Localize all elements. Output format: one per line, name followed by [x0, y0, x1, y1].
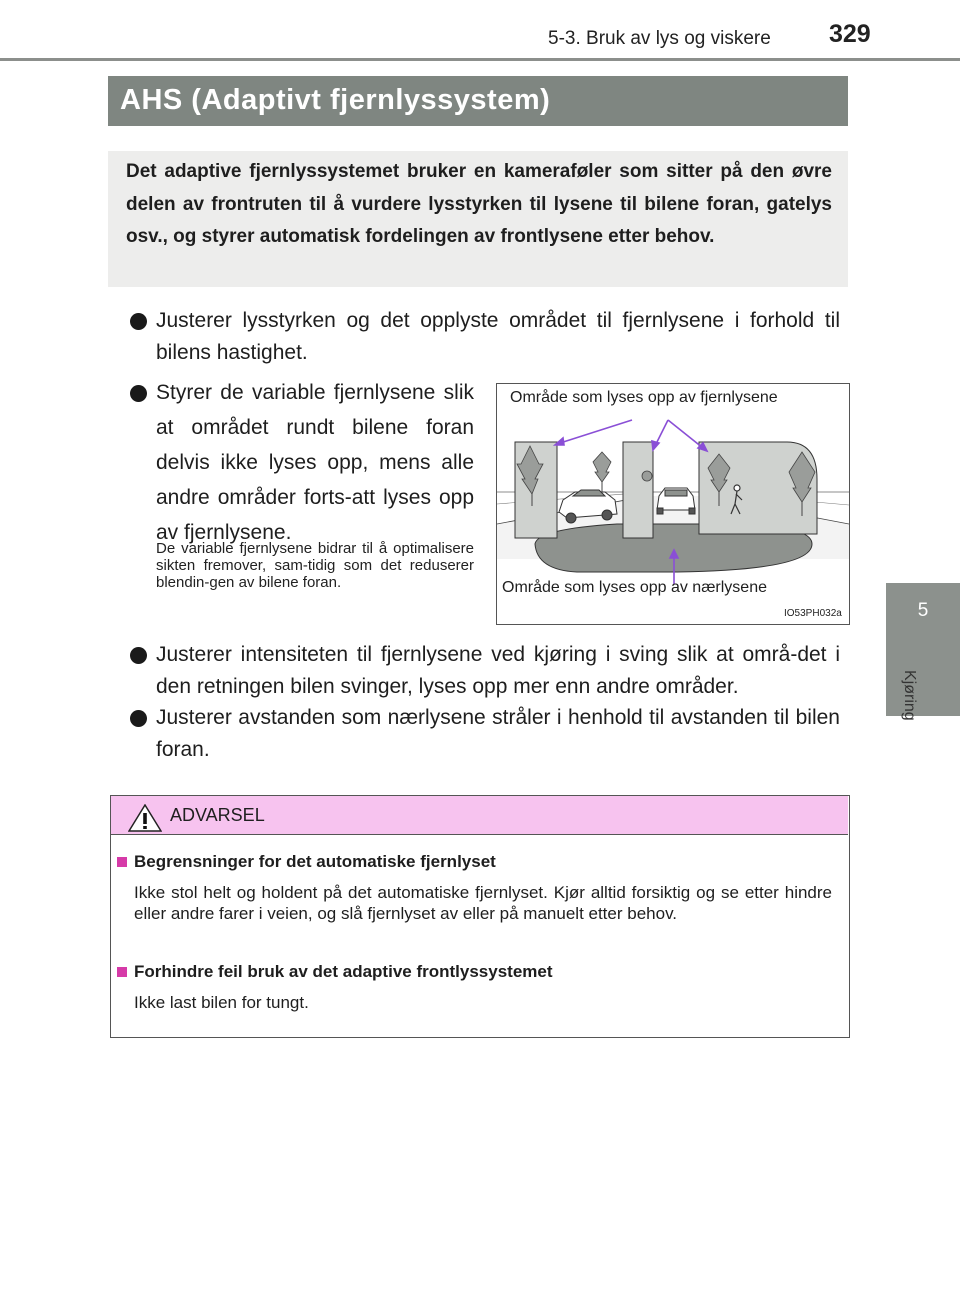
bullet-dot: [130, 710, 147, 727]
bullet-text: Justerer avstanden som nærlysene stråler i henhold til avstanden til bilen foran.: [156, 706, 840, 761]
bullet-dot: [130, 313, 147, 330]
figure-code: IO53PH032a: [784, 608, 842, 619]
bullet-text: Justerer intensiteten til fjernlysene ved kjøring i sving slik at områ-det i den retningen bilen svinger, lyses opp mer enn andre områder.: [156, 643, 840, 698]
adaptive-high-beam-figure: [496, 383, 850, 625]
bullet-dot: [130, 647, 147, 664]
warning-title: ADVARSEL: [170, 805, 265, 825]
bullet-text: Styrer de variable fjernlysene slik at området rundt bilene foran delvis ikke lyses opp, mens alle andre områder forts-att lyses opp av fjernlysene.: [156, 381, 474, 544]
running-header-section: 5-3. Bruk av lys og viskere: [548, 28, 771, 49]
page-number: 329: [829, 20, 871, 48]
square-bullet-icon: [117, 967, 127, 977]
figure-label-high-beam: Område som lyses opp av fjernlysene: [510, 389, 778, 406]
bullet-note: De variable fjernlysene bidrar til å optimalisere sikten fremover, sam-tidig som det reduserer blendin-gen av bilene foran.: [156, 540, 474, 591]
section-title: AHS (Adaptivt fjernlyssystem): [120, 84, 551, 116]
warning-item-heading: Forhindre feil bruk av det adaptive frontlyssystemet: [134, 962, 553, 981]
figure-label-low-beam: Område som lyses opp av nærlysene: [502, 579, 767, 596]
bullet-dot: [130, 385, 147, 402]
bullet-text: Justerer lysstyrken og det opplyste området til fjernlysene i forhold til bilens hastighet.: [156, 309, 840, 364]
square-bullet-icon: [117, 857, 127, 867]
chapter-number: 5: [917, 600, 929, 621]
warning-item-body: Ikke stol helt og holdent på det automatiske fjernlyset. Kjør alltid forsiktig og se etter hindre eller andre farer i veien, og slå fjernlyset av eller på manuelt etter behov.: [134, 883, 832, 923]
warning-icon: [128, 804, 162, 832]
warning-item-body: Ikke last bilen for tungt.: [134, 993, 309, 1012]
preceding-car: [657, 488, 695, 514]
chapter-label: Kjøring: [901, 670, 918, 721]
header-rule: [0, 58, 960, 61]
warning-item-heading: Begrensninger for det automatiske fjernlyset: [134, 852, 496, 871]
intro-text: Det adaptive fjernlyssystemet bruker en kameraføler som sitter på den øvre delen av frontruten til å vurdere lysstyrken til lysene til bilene foran, gatelys osv., og styrer automatisk fordelingen av frontlysene etter behov.: [126, 161, 832, 247]
